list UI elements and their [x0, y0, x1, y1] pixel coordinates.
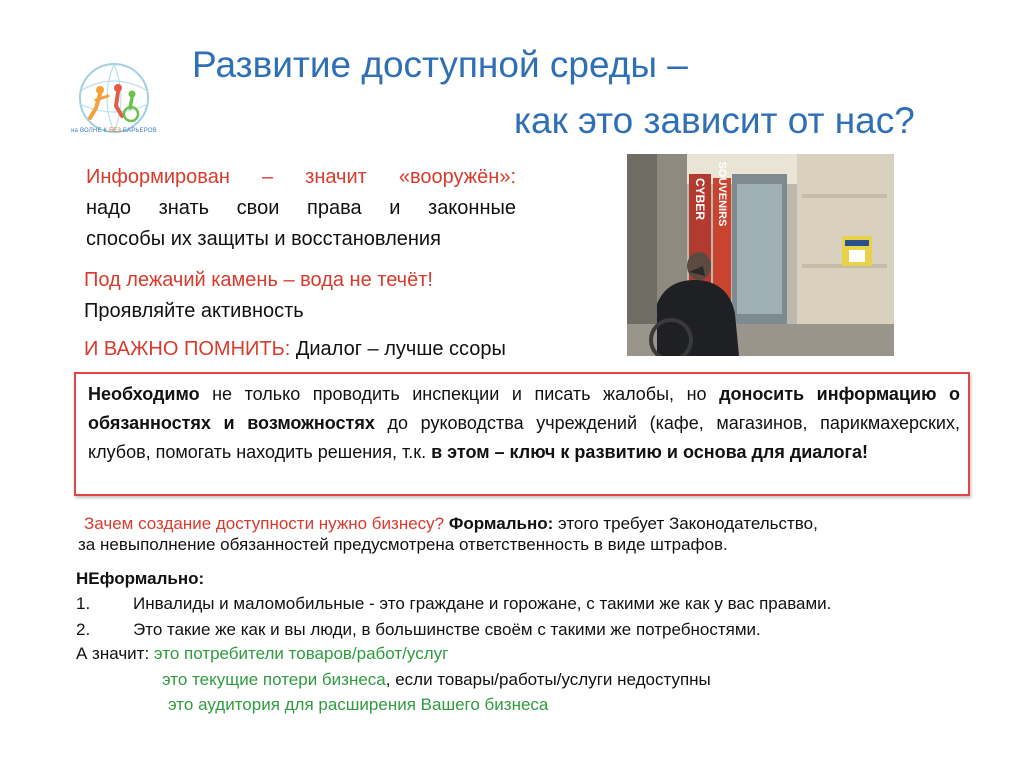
- title-line1: Развитие доступной среды –: [192, 44, 688, 85]
- formal-line2: за невыполнение обязанностей предусмотрена ответственность в виде штрафов.: [78, 535, 728, 554]
- accessibility-logo-icon: [70, 60, 158, 138]
- business-question: Зачем создание доступности нужно бизнесу?: [84, 514, 445, 533]
- informed-line3: способы их защиты и восстановления: [86, 228, 441, 250]
- means-item3: это аудитория для расширения Вашего бизнеса: [168, 695, 549, 714]
- business-question-line: [84, 514, 818, 534]
- means-line2: [162, 670, 711, 690]
- box-bold1: Необходимо: [88, 384, 200, 404]
- list-item-text: Инвалиды и маломобильные - это граждане и горожане, с такими же как у вас правами.: [133, 594, 832, 613]
- informed-heading: Информирован – значит «вооружён»:: [86, 166, 516, 188]
- informed-block: [86, 162, 516, 255]
- stone-block: [84, 265, 433, 327]
- formal-label: Формально:: [444, 514, 554, 533]
- remember-heading: И ВАЖНО ПОМНИТЬ:: [84, 338, 291, 360]
- cyber-sign: CYBER: [693, 177, 707, 221]
- title-line2: как это зависит от нас?: [514, 100, 915, 141]
- list-item-text: Это такие же как и вы люди, в большинстве своём с такими же потребностями.: [133, 620, 761, 639]
- remember-line: [84, 338, 506, 361]
- informed-line2: надо знать свои права и законные: [86, 197, 516, 219]
- organization-logo: [70, 60, 158, 138]
- call-to-action-box: [74, 372, 970, 496]
- list-item-number: 2.: [76, 620, 91, 639]
- wheelchair-user-photo: [627, 154, 894, 356]
- street-scene-illustration: [627, 154, 894, 356]
- logo-caption-part1: на ВОЛНЕ К: [71, 128, 110, 134]
- informal-header: НЕформально:: [76, 569, 205, 588]
- logo-caption-part2: БАРЬЕРОВ: [121, 128, 157, 134]
- box-bold2: доносить информацию о обязанностях и возможностях: [88, 384, 960, 433]
- logo-caption: [70, 128, 158, 134]
- formal-text: этого требует Законодательство,: [553, 514, 818, 533]
- list-item-number: 1.: [76, 594, 91, 613]
- box-bold3: в этом – ключ к развитию и основа для диалога!: [431, 442, 869, 462]
- means-line: [76, 644, 448, 664]
- means-item2: это текущие потери бизнеса: [162, 670, 386, 689]
- means-label: А значит:: [76, 644, 154, 663]
- box-text1: не только проводить инспекции и писать жалобы, но: [199, 384, 720, 404]
- call-to-action-text: [88, 380, 960, 467]
- remember-text: Диалог – лучше ссоры: [290, 338, 506, 360]
- stone-text: Проявляйте активность: [84, 300, 304, 322]
- box-text2: до руководства учреждений (кафе, магазинов, парикмахерских, клубов, помогать находить решения, т.к.: [88, 413, 960, 462]
- stone-heading: Под лежачий камень – вода не течёт!: [84, 269, 433, 291]
- means-item2-tail: , если товары/работы/услуги недоступны: [385, 670, 711, 689]
- logo-caption-highlight: БЕЗ: [109, 128, 122, 134]
- souvenirs-sign: SOUVENIRS: [716, 161, 728, 227]
- means-item1: это потребители товаров/работ/услуг: [153, 644, 449, 663]
